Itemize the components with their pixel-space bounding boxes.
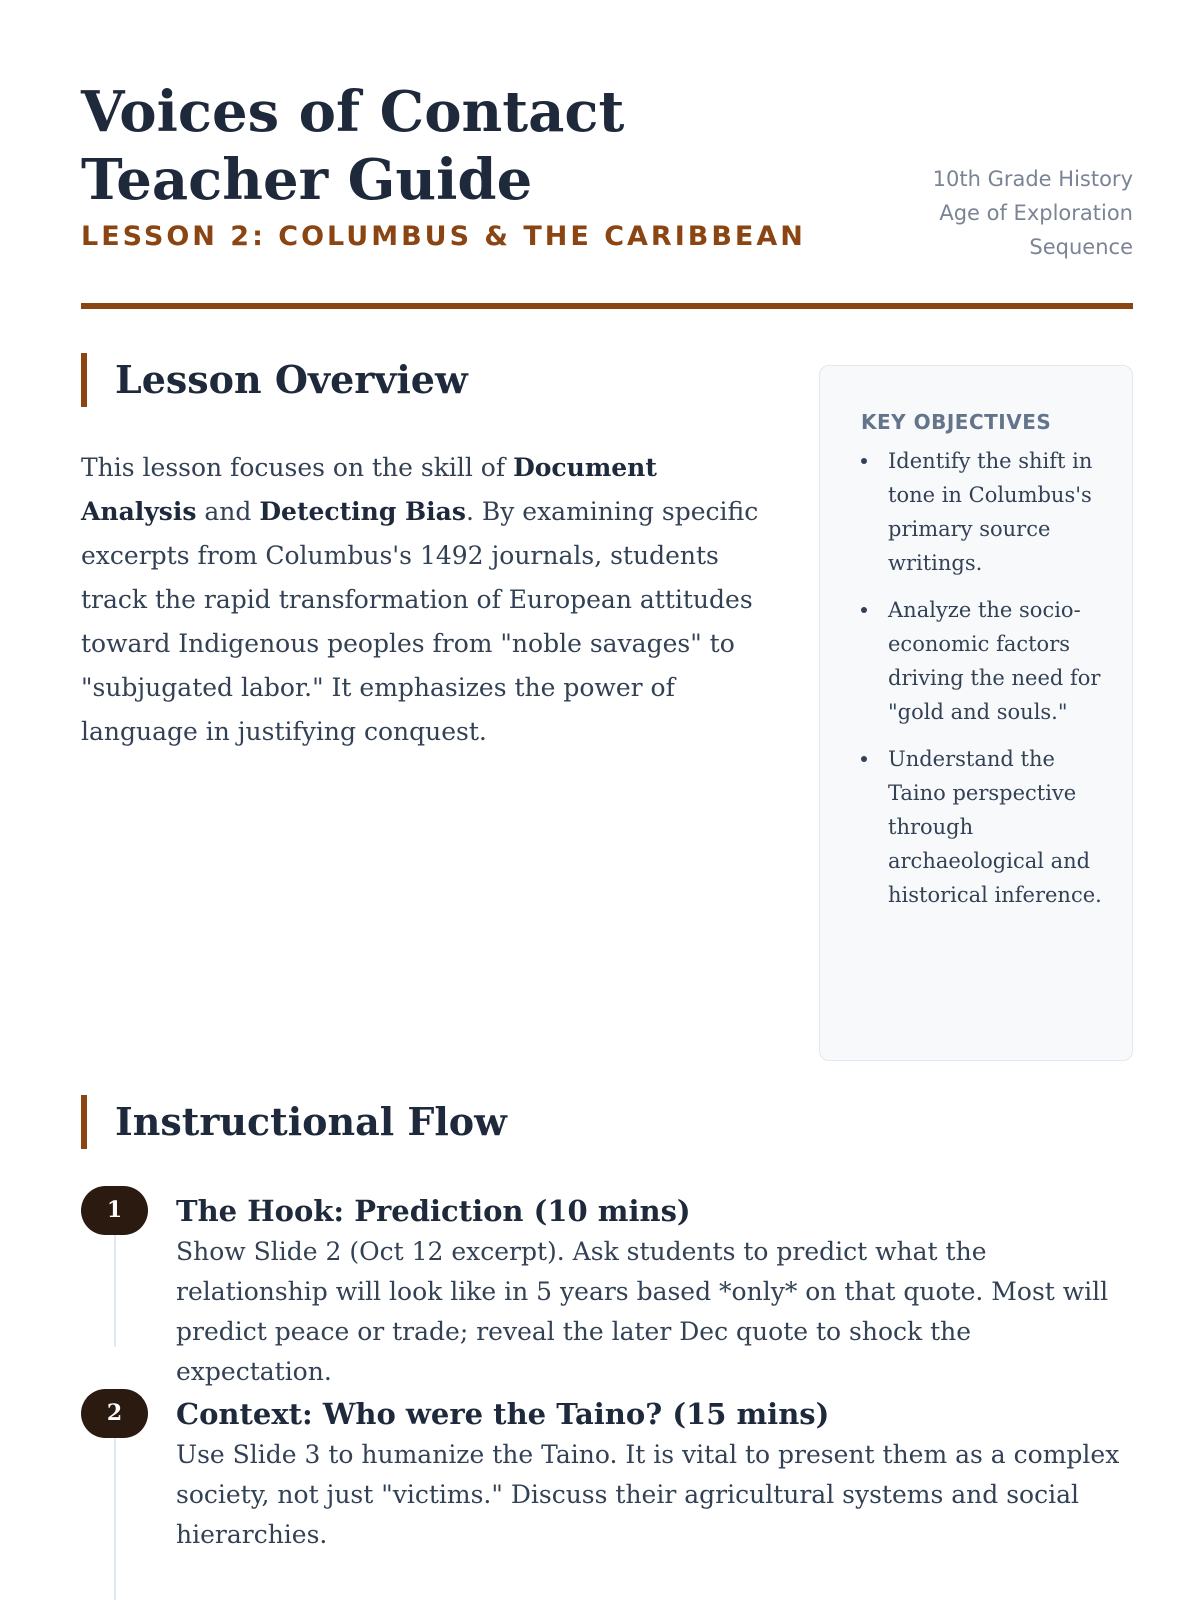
bullet-icon	[861, 756, 867, 762]
document-header	[81, 78, 1133, 306]
lesson-overview-heading: Lesson Overview	[81, 353, 468, 407]
overview-text-part-2: and	[196, 497, 260, 526]
overview-text-part-1: This lesson focuses on the skill of	[81, 453, 514, 482]
objectives-list	[861, 444, 1102, 912]
objective-item	[888, 742, 1102, 912]
step-connector-line	[114, 1235, 116, 1347]
step-title: The Hook: Prediction (10 mins)	[176, 1194, 691, 1228]
skill-detecting-bias: Detecting Bias	[259, 497, 466, 526]
lesson-subtitle: LESSON 2: COLUMBUS & THE CARIBBEAN	[81, 221, 806, 252]
step-description: Show Slide 2 (Oct 12 excerpt). Ask students to predict what the relationship will look like in 5 years based *only* on that quote. Most will predict peace or trade; reveal the later Dec quote to shock the expectation.	[176, 1237, 1109, 1386]
teacher-guide-page	[81, 0, 1133, 1600]
objective-text: Identify the shift in tone in Columbus's primary source writings.	[888, 449, 1093, 575]
key-objectives-title: KEY OBJECTIVES	[861, 410, 1052, 434]
overview-text-part-3: . By examining specific excerpts from Columbus's 1492 journals, students track the rapid transformation of European attitudes toward Indigenous peoples from "noble savages" to "subjugated labor." It emphasizes the power of language in justifying conquest.	[81, 497, 759, 746]
skill-document-analysis: Document Analysis	[81, 453, 657, 526]
title-line-2: Teacher Guide	[81, 147, 533, 213]
objective-text: Understand the Taino perspective through archaeological and historical inference.	[888, 747, 1102, 907]
step-title: Context: Who were the Taino? (15 mins)	[176, 1397, 830, 1431]
bullet-icon	[861, 607, 867, 613]
objective-item	[888, 444, 1102, 580]
objective-item	[888, 593, 1102, 729]
meta-grade: 10th Grade History	[932, 167, 1133, 191]
objective-text: Analyze the socio-economic factors driving the need for "gold and souls."	[888, 598, 1101, 724]
title-line-1: Voices of Contact	[81, 79, 625, 145]
step-number-badge: 2	[81, 1389, 148, 1438]
instructional-flow-heading: Instructional Flow	[81, 1095, 507, 1149]
step-description: Use Slide 3 to humanize the Taino. It is vital to present them as a complex society, not just "victims." Discuss their agricultural systems and social hierarchies.	[176, 1440, 1120, 1549]
meta-sequence: Sequence	[1029, 235, 1133, 259]
header-divider	[81, 303, 1133, 309]
step-number-badge: 1	[81, 1186, 148, 1235]
meta-unit: Age of Exploration	[939, 201, 1133, 225]
lesson-overview-text	[81, 446, 771, 754]
bullet-icon	[861, 458, 867, 464]
course-meta	[873, 162, 1133, 264]
step-connector-line	[114, 1438, 116, 1600]
key-objectives-card	[819, 365, 1133, 1061]
document-title	[81, 78, 781, 214]
